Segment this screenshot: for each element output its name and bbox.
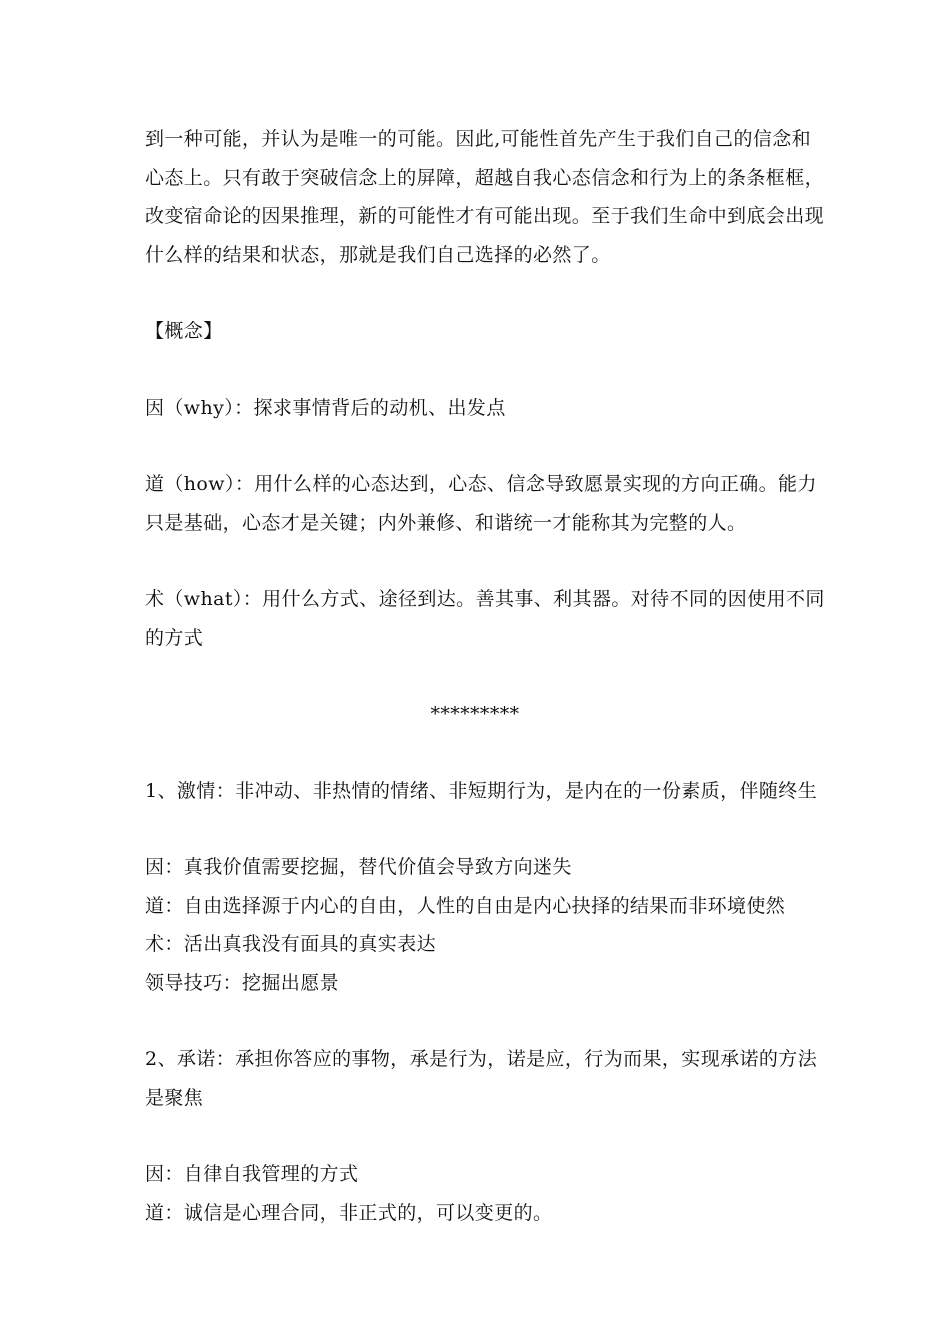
item1-method: 术：活出真我没有面具的真实表达 (145, 933, 437, 955)
text-line: 是聚焦 (145, 1086, 204, 1109)
text-line: 改变宿命论的因果推理，新的可能性才有可能出现。至于我们生命中到底会出现 (145, 205, 825, 227)
text-line: 只是基础，心态才是关键；内外兼修、和谐统一才能称其为完整的人。 (145, 511, 747, 534)
text-line: 到一种可能，并认为是唯一的可能。因此,可能性首先产生于我们自己的信念和 (145, 128, 812, 150)
text-line: 2、承诺：承担你答应的事物，承是行为，诺是应，行为而果，实现承诺的方法 (145, 1048, 818, 1070)
item2-details (145, 1155, 815, 1232)
how-definition (145, 465, 815, 542)
item1-way: 道：自由选择源于内心的自由，人性的自由是内心抉择的结果而非环境使然 (145, 894, 786, 917)
item1-details (145, 848, 815, 1002)
text-line: 道（how）：用什么样的心态达到，心态、信念导致愿景实现的方向正确。能力 (145, 473, 817, 495)
text-line: 什么样的结果和状态，那就是我们自己选择的必然了。 (145, 243, 611, 266)
text-line: 术（what）：用什么方式、途径到达。善其事、利其器。对待不同的因使用不同 (145, 588, 825, 610)
intro-paragraph (145, 120, 825, 274)
item1-leadership-skill: 领导技巧：挖掘出愿景 (145, 971, 340, 994)
section-separator: ********* (430, 703, 520, 725)
item2-cause: 因：自律自我管理的方式 (145, 1163, 359, 1185)
document-page (145, 120, 825, 1232)
why-definition: 因（why）：探求事情背后的动机、出发点 (145, 396, 506, 419)
concept-heading: 【概念】 (145, 320, 223, 342)
item1-title: 1、激情：非冲动、非热情的情绪、非短期行为，是内在的一份素质，伴随终生 (145, 779, 818, 802)
text-line: 心态上。只有敢于突破信念上的屏障，超越自我心态信念和行为上的条条框框， (145, 166, 825, 189)
text-line: 的方式 (145, 626, 204, 649)
item1-cause: 因：真我价值需要挖掘，替代价值会导致方向迷失 (145, 856, 572, 878)
what-definition (145, 580, 825, 657)
item2-title (145, 1040, 818, 1117)
item2-way: 道：诚信是心理合同，非正式的，可以变更的。 (145, 1201, 553, 1224)
